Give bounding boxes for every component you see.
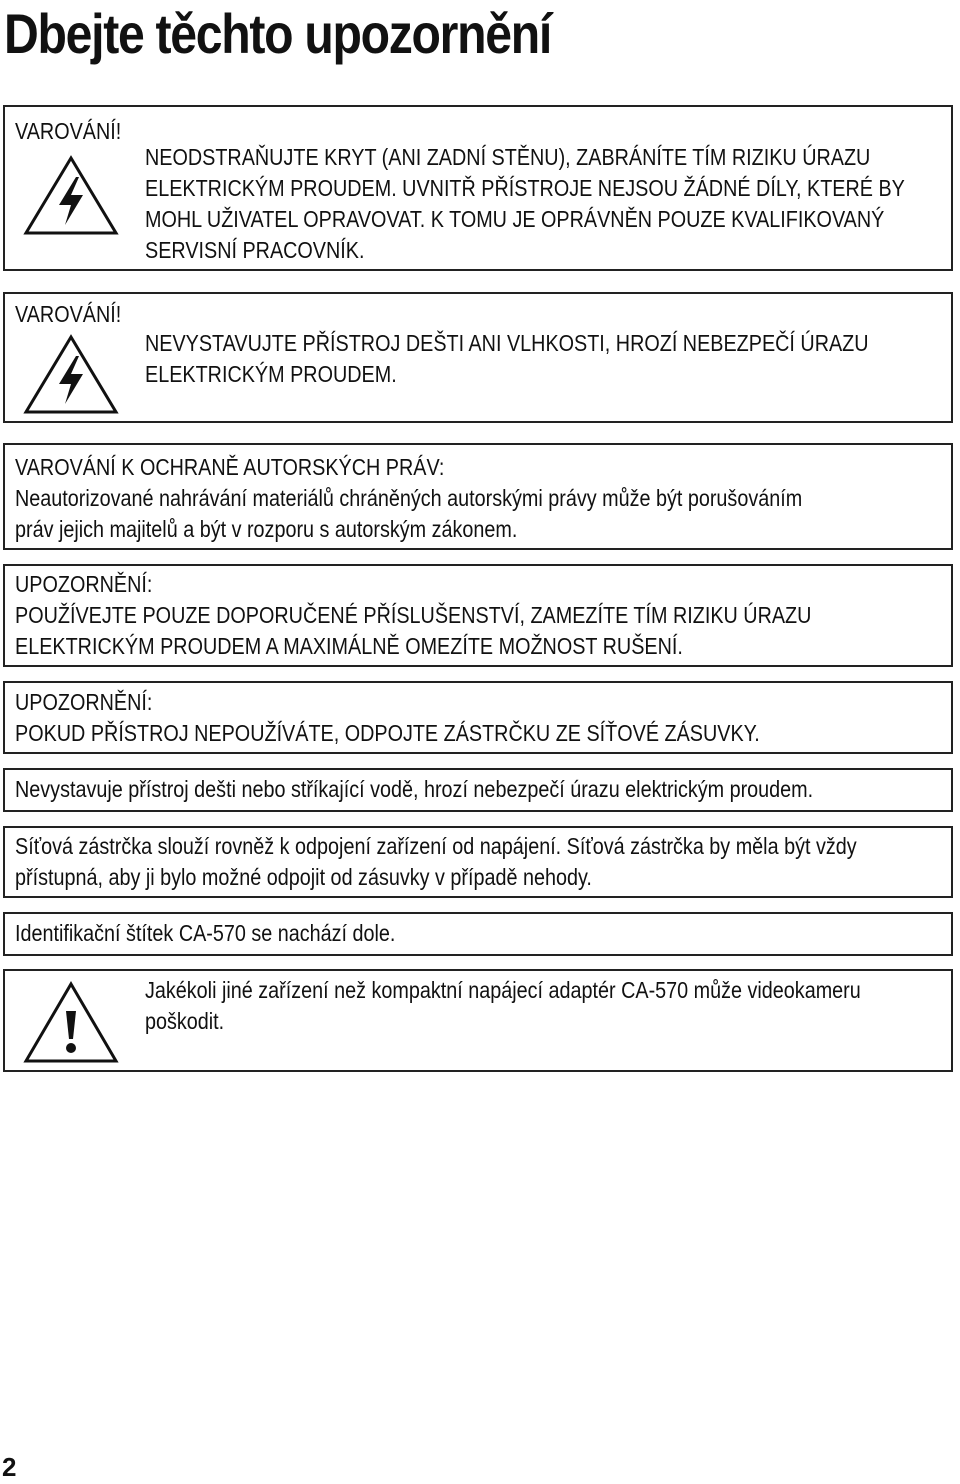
- note-text: [15, 831, 960, 893]
- warning-text: [145, 328, 960, 390]
- text-line: přístupná, aby ji bylo možné odpojit od zásuvky v případě nehody.: [15, 864, 592, 890]
- text-line: Síťová zástrčka slouží rovněž k odpojení zařízení od napájení. Síťová zástrčka by měla být vždy: [15, 833, 857, 859]
- text-line: poškodit.: [145, 1008, 225, 1034]
- warning-label: VAROVÁNÍ!: [15, 118, 122, 144]
- lightning-warning-icon: [23, 155, 119, 237]
- text-line: Identifikační štítek CA-570 se nachází dole.: [15, 920, 396, 946]
- exclamation-warning-icon: [23, 981, 119, 1065]
- page-number: 2: [2, 1452, 17, 1482]
- text-line: ELEKTRICKÝM PROUDEM A MAXIMÁLNĚ OMEZÍTE MOŽNOST RUŠENÍ.: [15, 633, 683, 659]
- lightning-warning-icon: [23, 334, 119, 416]
- text-line: NEVYSTAVUJTE PŘÍSTROJ DEŠTI ANI VLHKOSTI, HROZÍ NEBEZPEČÍ ÚRAZU: [145, 330, 869, 356]
- adapter-warning-box: [3, 969, 953, 1072]
- copyright-heading: VAROVÁNÍ K OCHRANĚ AUTORSKÝCH PRÁV:: [15, 454, 445, 480]
- text-line: SERVISNÍ PRACOVNÍK.: [145, 237, 365, 263]
- text-line: Nevystavuje přístroj dešti nebo stříkající vodě, hrozí nebezpečí úrazu elektrickým proudem.: [15, 776, 814, 802]
- caution-heading: UPOZORNĚNÍ:: [15, 571, 153, 597]
- note-text: [15, 918, 457, 949]
- text-line: POUŽÍVEJTE POUZE DOPORUČENÉ PŘÍSLUŠENSTVÍ, ZAMEZÍTE TÍM RIZIKU ÚRAZU: [15, 602, 812, 628]
- text-line: ELEKTRICKÝM PROUDEM. UVNITŘ PŘÍSTROJE NEJSOU ŽÁDNÉ DÍLY, KTERÉ BY: [145, 175, 905, 201]
- note-box-rain: [3, 768, 953, 812]
- text-line: Jakékoli jiné zařízení než kompaktní napájecí adaptér CA-570 může videokameru: [145, 977, 861, 1003]
- caution-text: [15, 687, 881, 749]
- warning-text: [145, 142, 960, 266]
- text-line: ELEKTRICKÝM PROUDEM.: [145, 361, 397, 387]
- note-box-label: [3, 912, 953, 956]
- note-box-plug: [3, 826, 953, 898]
- copyright-text: [15, 452, 930, 545]
- page-title: Dbejte těchto upozornění: [4, 2, 551, 65]
- caution-box-unplug: [3, 681, 953, 754]
- caution-box-accessories: [3, 564, 953, 667]
- note-text: [15, 774, 943, 805]
- text-line: MOHL UŽIVATEL OPRAVOVAT. K TOMU JE OPRÁVNĚN POUZE KVALIFIKOVANÝ: [145, 206, 885, 232]
- warning-label: VAROVÁNÍ!: [15, 301, 122, 327]
- warning-box-cover: [3, 105, 953, 271]
- text-line: Neautorizované nahrávání materiálů chráněných autorskými právy může být porušováním: [15, 485, 803, 511]
- adapter-text: [145, 975, 960, 1037]
- text-line: POKUD PŘÍSTROJ NEPOUŽÍVÁTE, ODPOJTE ZÁSTRČKU ZE SÍŤOVÉ ZÁSUVKY.: [15, 720, 760, 746]
- text-line: práv jejich majitelů a být v rozporu s autorským zákonem.: [15, 516, 518, 542]
- caution-heading: UPOZORNĚNÍ:: [15, 689, 153, 715]
- text-line: NEODSTRAŇUJTE KRYT (ANI ZADNÍ STĚNU), ZABRÁNÍTE TÍM RIZIKU ÚRAZU: [145, 144, 871, 170]
- copyright-box: [3, 443, 953, 550]
- warning-box-moisture: [3, 292, 953, 423]
- caution-text: [15, 569, 941, 662]
